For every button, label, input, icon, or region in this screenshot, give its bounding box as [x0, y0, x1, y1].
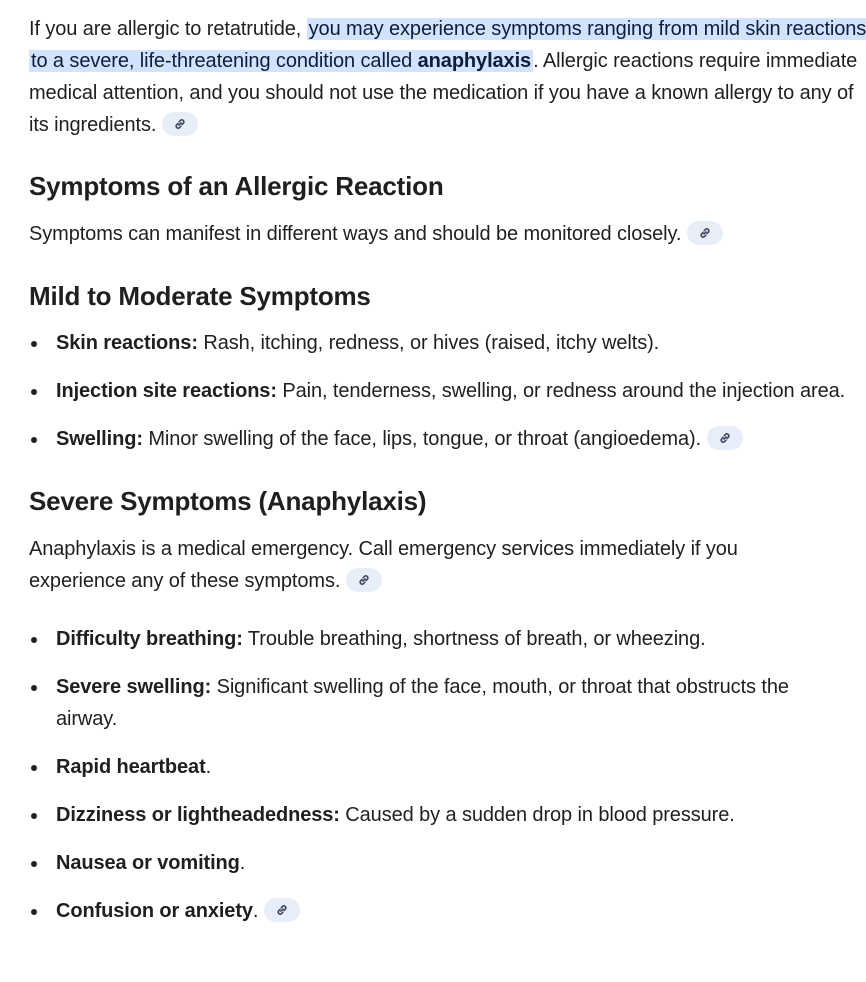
intro-text-rest: . Allergic reactions require immediate medical attention, and you should not use the medication if you have a known allergy to any of its ingredients.: [29, 50, 858, 136]
symptoms-paragraph: [29, 218, 866, 250]
list-item: [29, 895, 849, 927]
source-link-button[interactable]: [264, 898, 300, 922]
mild-symptoms-list: [29, 327, 866, 455]
item-text: Pain, tenderness, swelling, or redness around the injection area.: [276, 380, 846, 402]
item-text: .: [205, 756, 212, 778]
link-icon: [275, 903, 289, 917]
list-item: [29, 799, 849, 831]
item-term: Nausea or vomiting: [56, 852, 240, 874]
item-text: Significant swelling of the face, mouth, or throat that obstructs the airway.: [56, 676, 789, 730]
item-text: Minor swelling of the face, lips, tongue, or throat (angioedema).: [142, 428, 702, 450]
item-term: Rapid heartbeat: [56, 756, 206, 778]
section-heading-symptoms: Symptoms of an Allergic Reaction: [29, 171, 444, 201]
section-heading-mild: Mild to Moderate Symptoms: [29, 281, 371, 311]
item-text: .: [252, 900, 259, 922]
list-item: [29, 623, 849, 655]
source-link-button[interactable]: [346, 568, 382, 592]
item-term: Confusion or anxiety: [56, 900, 253, 922]
source-link-button[interactable]: [687, 221, 723, 245]
item-term: Skin reactions:: [56, 332, 198, 354]
list-item: [29, 423, 866, 455]
highlighted-text-part: you may experience symptoms ranging from mild skin reactions to a severe, life-threatening condition called: [31, 18, 866, 72]
intro-text: If you are allergic to retatrutide,: [29, 18, 307, 40]
item-term: Difficulty breathing:: [56, 628, 243, 650]
item-term: Injection site reactions:: [56, 380, 277, 402]
item-term: Swelling:: [56, 428, 143, 450]
anaphylaxis-text: Anaphylaxis is a medical emergency. Call emergency services immediately if you experience any of these symptoms.: [29, 538, 738, 592]
link-icon: [698, 226, 712, 240]
list-item: [29, 751, 849, 783]
source-link-button[interactable]: [162, 112, 198, 136]
item-text: .: [239, 852, 246, 874]
link-icon: [357, 573, 371, 587]
section-heading-severe: Severe Symptoms (Anaphylaxis): [29, 486, 427, 516]
item-text: Caused by a sudden drop in blood pressure.: [339, 804, 735, 826]
source-link-button[interactable]: [707, 426, 743, 450]
item-text: Trouble breathing, shortness of breath, or wheezing.: [242, 628, 706, 650]
article-content: [29, 13, 866, 927]
anaphylaxis-paragraph: [29, 533, 829, 597]
symptoms-text: Symptoms can manifest in different ways and should be monitored closely.: [29, 223, 682, 245]
intro-paragraph: [29, 13, 866, 141]
list-item: [29, 375, 866, 407]
list-item: [29, 847, 849, 879]
highlighted-term: anaphylaxis: [417, 50, 532, 72]
item-text: Rash, itching, redness, or hives (raised, itchy welts).: [197, 332, 660, 354]
link-icon: [173, 117, 187, 131]
severe-symptoms-list: [29, 623, 849, 927]
list-item: [29, 327, 866, 359]
item-term: Dizziness or lightheadedness:: [56, 804, 340, 826]
item-term: Severe swelling:: [56, 676, 212, 698]
link-icon: [718, 431, 732, 445]
list-item: [29, 671, 849, 735]
